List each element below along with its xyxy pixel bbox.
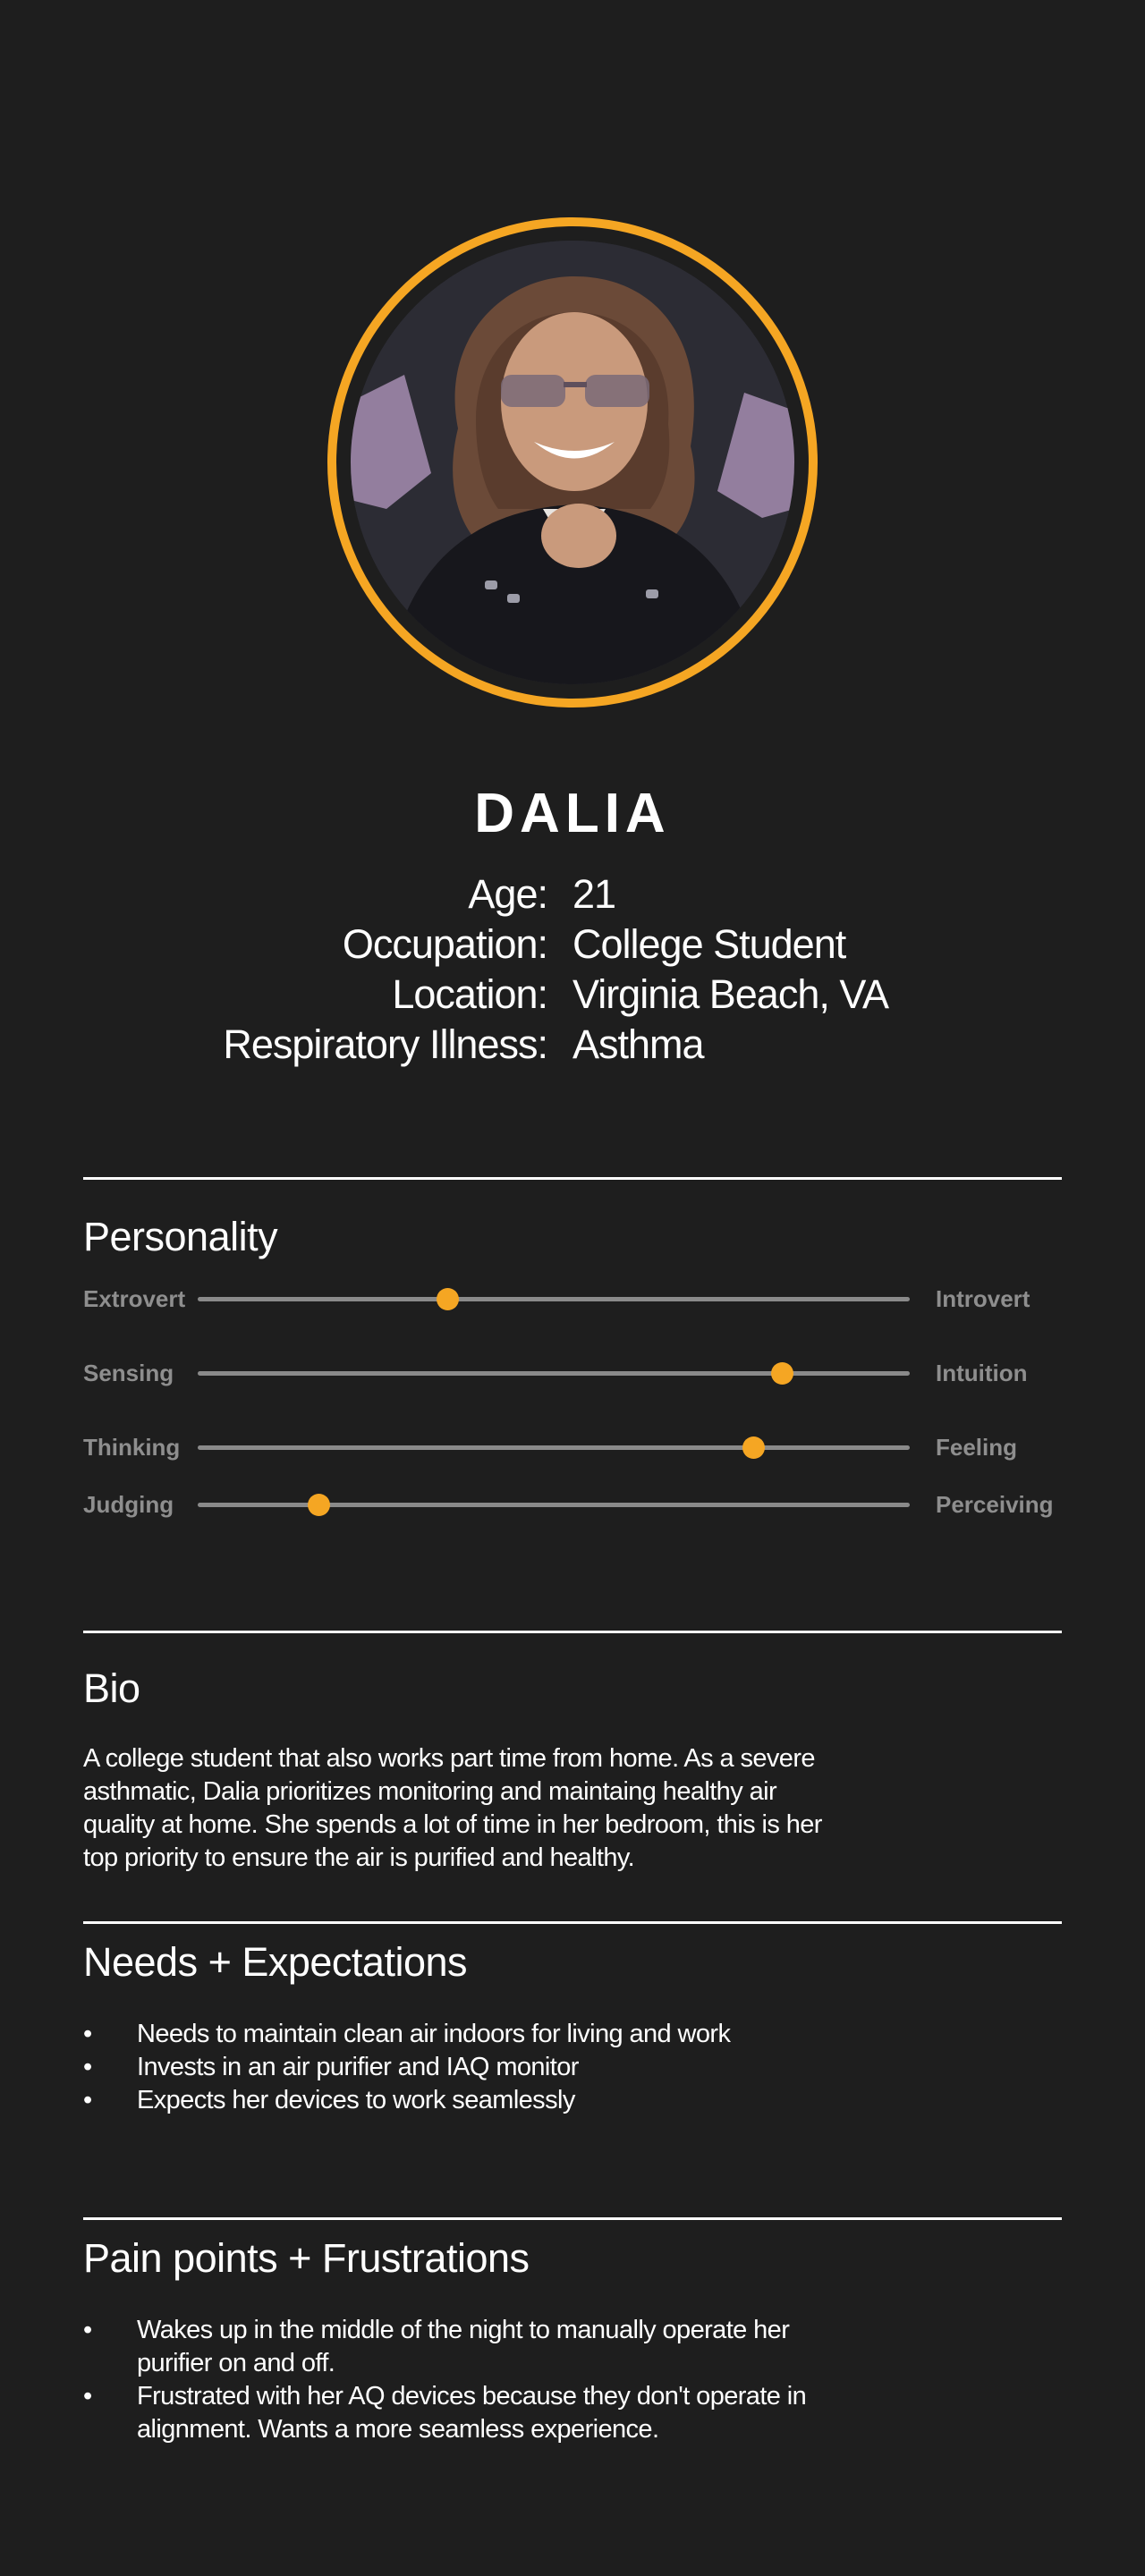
trait-left-label: Thinking (83, 1434, 181, 1461)
needs-title: Needs + Expectations (83, 1939, 468, 1985)
trait-left-label: Extrovert (83, 1285, 186, 1312)
avatar-ring (327, 217, 818, 708)
trait-right-label: Feeling (936, 1434, 1018, 1461)
detail-value: College Student (572, 921, 846, 967)
persona-details (0, 869, 1145, 1070)
trait-knob (308, 1494, 330, 1516)
detail-value: Asthma (572, 1021, 704, 1067)
trait-track (198, 1371, 910, 1376)
section-divider (83, 1631, 1062, 1633)
trait-knob (437, 1288, 459, 1310)
bio-line: quality at home. She spends a lot of time in her bedroom, this is her (83, 1810, 822, 1839)
list-item (83, 2380, 888, 2446)
list-item: • Invests in an air purifier and IAQ monitor (83, 2051, 888, 2084)
list-item-line: purifier on and off. (137, 2349, 335, 2377)
trait-right-label: Perceiving (936, 1491, 1054, 1518)
list-item-line: • Wakes up in the middle of the night to manually operate her (137, 2316, 790, 2344)
trait-right-label: Introvert (936, 1285, 1030, 1312)
bio-text (83, 1742, 852, 1875)
bio-line: A college student that also works part time from home. As a severe (83, 1744, 815, 1773)
persona-name: DALIA (474, 783, 671, 844)
pain-points-title: Pain points + Frustrations (83, 2235, 530, 2281)
trait-track (198, 1503, 910, 1507)
list-item-line: alignment. Wants a more seamless experience. (137, 2415, 659, 2444)
list-item-line: • Frustrated with her AQ devices because they don't operate in (137, 2382, 807, 2411)
trait-slider-thinking-feeling (83, 1429, 1067, 1465)
section-divider (83, 1177, 1062, 1180)
detail-row-respiratory-illness (0, 1020, 1145, 1070)
detail-value: 21 (572, 871, 616, 917)
avatar-illustration (351, 241, 794, 684)
trait-slider-judging-perceiving (83, 1487, 1067, 1522)
list-item: • Expects her devices to work seamlessly (83, 2084, 888, 2117)
trait-knob (742, 1436, 765, 1459)
detail-label: Respiratory Illness: (223, 1021, 547, 1067)
trait-slider-sensing-intuition (83, 1355, 1067, 1391)
trait-knob (771, 1362, 793, 1385)
trait-left-label: Judging (83, 1491, 174, 1518)
detail-row-age (0, 869, 1145, 919)
trait-right-label: Intuition (936, 1360, 1028, 1386)
section-divider (83, 2217, 1062, 2220)
trait-left-label: Sensing (83, 1360, 174, 1386)
detail-label: Age: (468, 871, 547, 917)
detail-value: Virginia Beach, VA (572, 971, 889, 1017)
bio-line: asthmatic, Dalia prioritizes monitoring and maintaing healthy air (83, 1777, 776, 1806)
trait-slider-extrovert-introvert (83, 1281, 1067, 1317)
pain-points-list (83, 2314, 888, 2446)
trait-track (198, 1445, 910, 1450)
trait-track (198, 1297, 910, 1301)
bio-line: top priority to ensure the air is purified and healthy. (83, 1843, 635, 1872)
detail-row-location (0, 970, 1145, 1020)
section-divider (83, 1921, 1062, 1924)
detail-label: Location: (392, 971, 547, 1017)
personality-title: Personality (83, 1214, 278, 1259)
needs-list (83, 2018, 888, 2117)
avatar-photo (351, 241, 794, 684)
list-item (83, 2314, 888, 2380)
detail-row-occupation (0, 919, 1145, 970)
bio-title: Bio (83, 1665, 140, 1711)
list-item: • Needs to maintain clean air indoors for living and work (83, 2018, 888, 2051)
detail-label: Occupation: (342, 921, 547, 967)
